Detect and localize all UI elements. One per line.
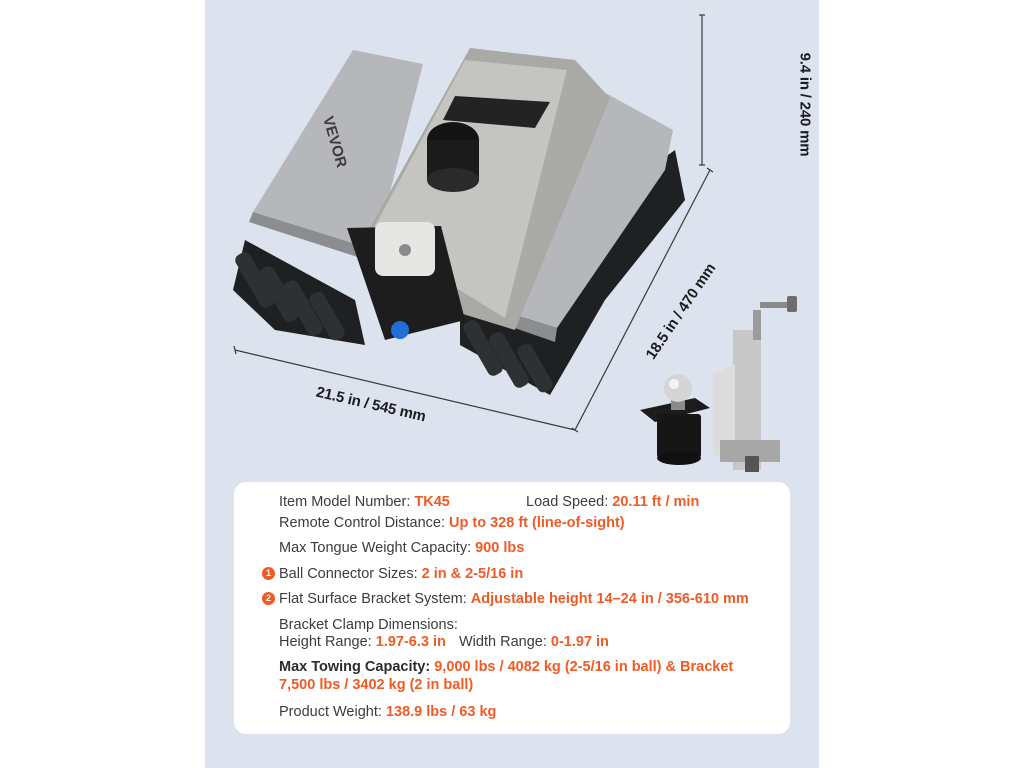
spec-clamp-dimensions: Bracket Clamp Dimensions:: [279, 617, 458, 633]
spec-label: Max Tongue Weight Capacity:: [279, 540, 476, 556]
spec-label: Max Towing Capacity:: [279, 659, 435, 675]
spec-value: TK45: [414, 494, 450, 510]
spec-label: Flat Surface Bracket System:: [279, 591, 471, 607]
spec-value: 7,500 lbs / 3402 kg (2 in ball): [279, 677, 474, 693]
spec-label: Load Speed:: [526, 494, 613, 510]
bracket-image: [713, 296, 797, 472]
spec-label: Remote Control Distance:: [279, 515, 450, 531]
spec-bracket-system: [279, 590, 749, 608]
spec-label: Width Range:: [459, 634, 551, 650]
spec-width-range: [459, 633, 609, 651]
number-badge-1: 1: [262, 567, 275, 580]
spec-value: 9,000 lbs / 4082 kg (2-5/16 in ball) & Bracket: [434, 659, 734, 675]
spec-towing-capacity: [279, 658, 733, 676]
spec-item-model: [279, 493, 450, 511]
number-badge-2: 2: [262, 592, 275, 605]
spec-remote-distance: [279, 514, 625, 532]
spec-height-range: [279, 633, 446, 651]
product-illustration: [205, 0, 819, 480]
spec-towing-capacity-line2: [279, 676, 473, 694]
height-dimension-label: 9.4 in / 240 mm: [796, 52, 814, 157]
spec-value: 1.97-6.3 in: [375, 634, 446, 650]
tracked-trailer-dolly-image: [233, 48, 685, 395]
spec-value: 0-1.97 in: [550, 634, 609, 650]
product-panel: [205, 0, 819, 768]
spec-value: 20.11 ft / min: [612, 494, 700, 510]
spec-value: Up to 328 ft (line-of-sight): [449, 515, 625, 531]
spec-load-speed: [526, 493, 699, 511]
spec-card: [234, 482, 790, 734]
spec-value: 2 in & 2-5/16 in: [421, 566, 524, 582]
spec-tongue-weight: [279, 539, 524, 557]
spec-label: Product Weight:: [279, 704, 386, 720]
spec-ball-connector: [279, 565, 523, 583]
spec-label: Item Model Number:: [279, 494, 415, 510]
depth-dimension-label: 18.5 in / 470 mm: [642, 260, 720, 363]
brand-logo: VEVOR: [319, 114, 350, 170]
spec-label: Height Range:: [279, 634, 376, 650]
spec-product-weight: [279, 703, 496, 721]
spec-value: 900 lbs: [475, 540, 525, 556]
spec-value: 138.9 lbs / 63 kg: [385, 704, 497, 720]
spec-value: Adjustable height 14–24 in / 356-610 mm: [470, 591, 749, 607]
spec-label: Ball Connector Sizes:: [279, 566, 422, 582]
ball-mount-image: [640, 374, 710, 465]
width-dimension-label: 21.5 in / 545 mm: [314, 383, 428, 426]
